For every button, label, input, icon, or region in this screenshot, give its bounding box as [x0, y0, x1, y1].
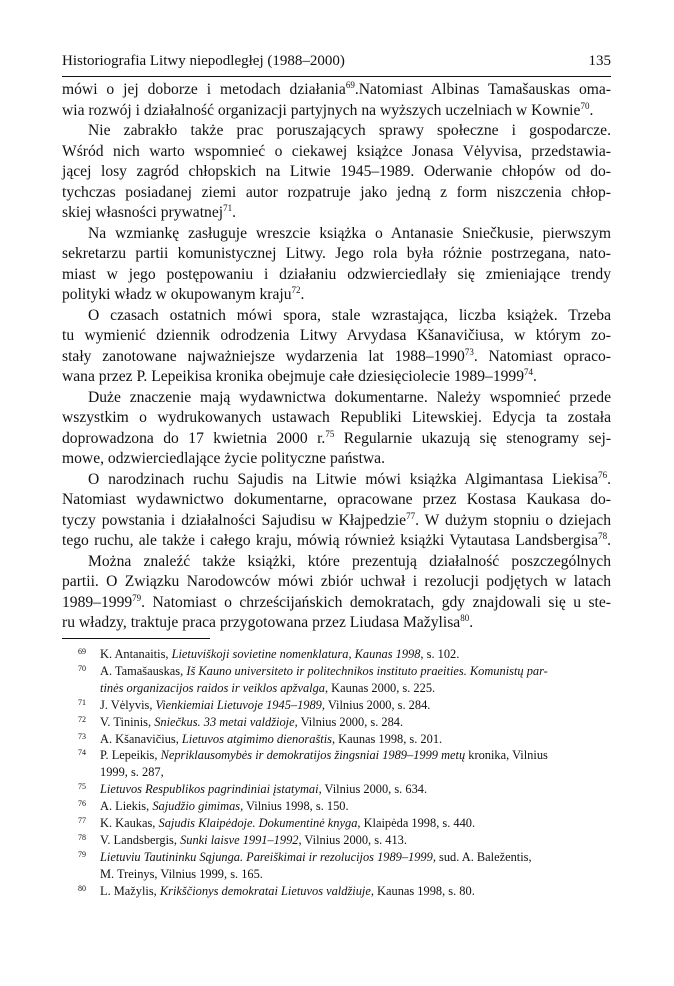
text-run: . [589, 101, 594, 119]
italic-title: Lietuvos atgimimo dienoraštis, [181, 731, 336, 746]
body-line [62, 552, 611, 573]
footnote: 79 Lietuviu Tautininku Sąjunga. Pareiškimai ir rezolucijos 1989–1999, sud. A. Baležentis, [78, 849, 532, 864]
text-run: mówi o jej doborze i metodach działania [62, 81, 346, 98]
text-run: Regularnie ukazują się stenogramy sej- [334, 429, 612, 447]
text-run: tychczas posiadanej ziemi autor rozpatruje jako jedną z form niszczenia chłop- [62, 183, 611, 201]
text-run: M. Treinys, Vilnius 1999, s. 165. [100, 866, 263, 881]
body-line [62, 224, 611, 245]
italic-title: Sajudis Klaipėdoje. Dokumentinė knyga [158, 816, 358, 831]
footnote-reference: 77 [406, 510, 416, 521]
italic-title: Sajudžio gimimas, [152, 799, 244, 814]
body-line [62, 388, 611, 409]
italic-title: Lietuvos Respublikos pagrindiniai įstatymai [100, 782, 319, 797]
body-line [62, 429, 611, 450]
text-run: . [232, 204, 237, 221]
text-run: Można znaleźć także książki, które prezentują działalność poszczególnych [88, 552, 611, 570]
italic-title: Iš Kauno universiteto ir politechnikos instituto praeities. Komunistų par- [186, 663, 548, 678]
text-run: wia rozwój i działalność organizacji partyjnych na wyższych uczelniach w Kownie [62, 101, 581, 119]
italic-title: Vienkiemiai Lietuvoje 1945–1989, [155, 697, 325, 712]
body-line [62, 593, 611, 614]
body-line [62, 183, 611, 204]
body-line [62, 244, 611, 265]
page-number: 135 [588, 53, 611, 69]
body-line [62, 306, 611, 327]
footnote-reference: 80 [460, 613, 470, 623]
footnote-continuation [62, 680, 611, 697]
text-run: Nie zabrakło także prac poruszających sprawy społeczne i gospodarcze. [88, 122, 611, 139]
footnote: 71 J. Vėlyvis, Vienkiemiai Lietuvoje 1945–1989, Vilnius 2000, s. 284. [78, 697, 431, 712]
footnote-reference: 69 [345, 80, 355, 90]
footnote: 74 P. Lepeikis, Nepriklausomybės ir demokratijos žingsniai 1989–1999 metų kronika, Vilnius [78, 748, 548, 763]
footnote-continuation [62, 866, 611, 883]
text-run: Vilnius 2000, s. 413. [301, 832, 407, 847]
text-run: . [300, 286, 305, 303]
body-line [62, 265, 611, 286]
italic-title: tinės organizacijos raidos ir veiklos apžvalga [100, 680, 325, 695]
text-run: tego ruchu, ale także i całego kraju, mówią również książki Vytautasa Landsbergisa [62, 532, 599, 549]
text-run: miast w jego postępowaniu i działaniu odzwierciedlały się zmieniające trendy [62, 265, 611, 283]
text-run: kronika, Vilnius [465, 748, 548, 763]
text-run: . Natomiast o chrześcijańskich demokratach, gdy znajdowali się u ste- [141, 593, 611, 611]
text-run: , Klaipėda 1998, s. 440. [357, 816, 476, 831]
body-line [62, 347, 611, 368]
footnote-reference: 74 [524, 367, 534, 377]
text-run: P. Lepeikis, [100, 748, 161, 763]
footnote: 80 L. Mažylis, Krikščionys demokratai Lietuvos valdžiuje, Kaunas 1998, s. 80. [78, 883, 475, 898]
footnote-reference: 79 [132, 592, 142, 603]
text-run: 1999, s. 287, [100, 765, 164, 780]
text-run: sekretarzu partii komunistycznej Litwy. Jego rola była różnie postrzegana, nato- [62, 245, 611, 262]
footnote-reference: 75 [325, 428, 335, 439]
body-line [62, 490, 611, 511]
text-run: O czasach ostatnich mówi spora, stale wzrastająca, liczba książek. Trzeba [88, 306, 611, 324]
text-run: L. Mažylis, [100, 883, 160, 898]
body-line [62, 449, 611, 470]
body-line [62, 408, 611, 429]
text-run: A. Tamašauskas, [100, 663, 187, 678]
body-line [62, 80, 611, 101]
italic-title: Lietuviu Tautininku Sąjunga. Pareiškimai ir rezolucijos 1989–1999, [100, 849, 436, 864]
footnote: 75 Lietuvos Respublikos pagrindiniai įstatymai, Vilnius 2000, s. 634. [78, 782, 428, 797]
text-run: . W dużym stopniu o dziejach [415, 511, 611, 529]
text-run: K. Kaukas, [100, 816, 159, 831]
footnote-reference: 72 [291, 285, 301, 295]
text-run: Natomiast wydawnictwo dokumentarne, opracowane przez Kostasa Kaukasa do- [62, 491, 611, 508]
text-run: stały zanotowane najważniejsze wydarzenia lat 1988–1990 [62, 347, 465, 365]
text-run: O narodzinach ruchu Sajudis na Litwie mówi książka Algimantasa Liekisa [88, 470, 599, 488]
text-run: ru władzy, traktuje praca przygotowana przez Liudasa Mažylisa [62, 614, 461, 631]
running-title: Historiografia Litwy niepodległej (1988–2000) [62, 53, 345, 69]
text-run: tu wymienić dziennik odrodzenia Litwy Arvydasa Kšanavičiusa, w którym zo- [62, 327, 611, 344]
footnote: 78 V. Landsbergis, Sunki laisve 1991–1992, Vilnius 2000, s. 413. [78, 832, 407, 847]
footnote-reference: 76 [598, 469, 608, 480]
footnote: 70 A. Tamašauskas, Iš Kauno universiteto ir politechnikos instituto praeities. Komunistų par- [78, 663, 548, 678]
text-run: wszystkim o wydrukowanych ustawach Republiki Litewskiej. Edycja ta została [62, 409, 611, 426]
italic-title: Krikščionys demokratai Lietuvos valdžiuje, [159, 883, 374, 898]
text-run: wana przez P. Lepeikisa kronika obejmuje całe dziesięciolecie 1989–1999 [62, 368, 525, 385]
body-line [62, 285, 611, 306]
body-line [62, 203, 611, 224]
text-run: Kaunas 1998, s. 201. [335, 731, 443, 746]
text-run: tyczy powstania i działalności Sajudisu w Kłajpedzie [62, 511, 407, 529]
text-run: V. Tininis, [100, 714, 155, 729]
body-line [62, 121, 611, 142]
text-run: Vilnius 2000, s. 284. [297, 714, 404, 729]
italic-title: Nepriklausomybės ir demokratijos žingsniai 1989–1999 metų [160, 748, 466, 763]
footnote: 72 V. Tininis, Sniečkus. 33 metai valdžioje, Vilnius 2000, s. 284. [78, 714, 404, 729]
footnote-separator [62, 638, 210, 639]
italic-title: Sniečkus. 33 metai valdžioje, [154, 714, 298, 729]
text-run: skiej własności prywatnej [62, 204, 224, 221]
text-run: A. Liekis, [100, 799, 153, 814]
footnote-continuation [62, 764, 611, 781]
body-line [62, 613, 611, 634]
text-run: jącej losy zagród chłopskich na Litwie 1945–1989. Oderwanie chłopów od do- [62, 163, 611, 180]
footnote: 77 K. Kaukas, Sajudis Klaipėdoje. Dokumentinė knyga, Klaipėda 1998, s. 440. [78, 816, 476, 831]
text-run: V. Landsbergis, [100, 832, 181, 847]
text-run: , Kaunas 2000, s. 225. [324, 680, 436, 695]
text-run: Duże znaczenie mają wydawnictwa dokumentarne. Należy wspomnieć przede [88, 388, 611, 406]
text-run: . [607, 470, 611, 488]
text-run: . [607, 532, 611, 549]
text-run: . Natomiast opraco- [473, 347, 611, 365]
body-line [62, 162, 611, 183]
italic-title: Sunki laisve 1991–1992, [180, 832, 302, 847]
text-run: A. Kšanavičius, [100, 731, 182, 746]
footnote: 73 A. Kšanavičius, Lietuvos atgimimo dienoraštis, Kaunas 1998, s. 201. [78, 731, 443, 746]
body-line [62, 531, 611, 552]
text-run: Vilnius 2000, s. 284. [324, 697, 431, 712]
body-line [62, 367, 611, 388]
text-run: Kaunas 1998, s. 80. [373, 883, 475, 898]
text-run: . [469, 614, 474, 631]
body-line [62, 101, 611, 122]
text-run: mowe, odzwierciedlające życie polityczne państwa. [62, 450, 385, 467]
text-run: Vilnius 1998, s. 150. [243, 799, 349, 814]
body-text [62, 80, 611, 634]
footnote: 76 A. Liekis, Sajudžio gimimas, Vilnius 1998, s. 150. [78, 799, 349, 814]
text-run: sud. A. Baležentis, [435, 849, 532, 864]
footnote: 69 K. Antanaitis, Lietuviškoji sovietine nomenklatura, Kaunas 1998, s. 102. [78, 647, 460, 661]
text-run: , Vilnius 2000, s. 634. [318, 782, 428, 797]
text-run: Wśród nich warto wspomnieć o ciekawej książce Jonasa Vėlyvisa, przedstawia- [62, 142, 611, 160]
text-run: , s. 102. [420, 647, 460, 661]
italic-title: Lietuviškoji sovietine nomenklatura, Kaunas 1998 [171, 647, 421, 661]
text-run: J. Vėlyvis, [100, 697, 156, 712]
footnote-reference: 73 [464, 346, 474, 357]
running-header [62, 52, 611, 70]
text-run: . [533, 368, 537, 385]
body-line [62, 470, 611, 491]
text-run: doprowadzona do 17 kwietnia 2000 r. [62, 429, 326, 447]
text-run: 1989–1999 [62, 593, 133, 611]
body-line [62, 142, 611, 163]
footnotes [62, 646, 611, 900]
footnote-reference: 78 [598, 531, 608, 541]
text-run: partii. O Związku Narodowców mówi zbiór uchwał i rezolucji podjętych w latach [62, 573, 611, 590]
text-run: Na wzmiankę zasługuje wreszcie książka o Antanasie Sniečkusie, pierwszym [88, 224, 611, 242]
header-rule [62, 76, 611, 77]
text-run: K. Antanaitis, [100, 647, 172, 661]
body-line [62, 326, 611, 347]
footnote-reference: 71 [223, 203, 233, 213]
text-run: polityki władz w okupowanym kraju [62, 286, 292, 303]
body-line [62, 572, 611, 593]
text-run: .Natomiast Albinas Tamašauskas oma- [354, 81, 611, 98]
footnote-reference: 70 [580, 100, 590, 111]
body-line [62, 511, 611, 532]
